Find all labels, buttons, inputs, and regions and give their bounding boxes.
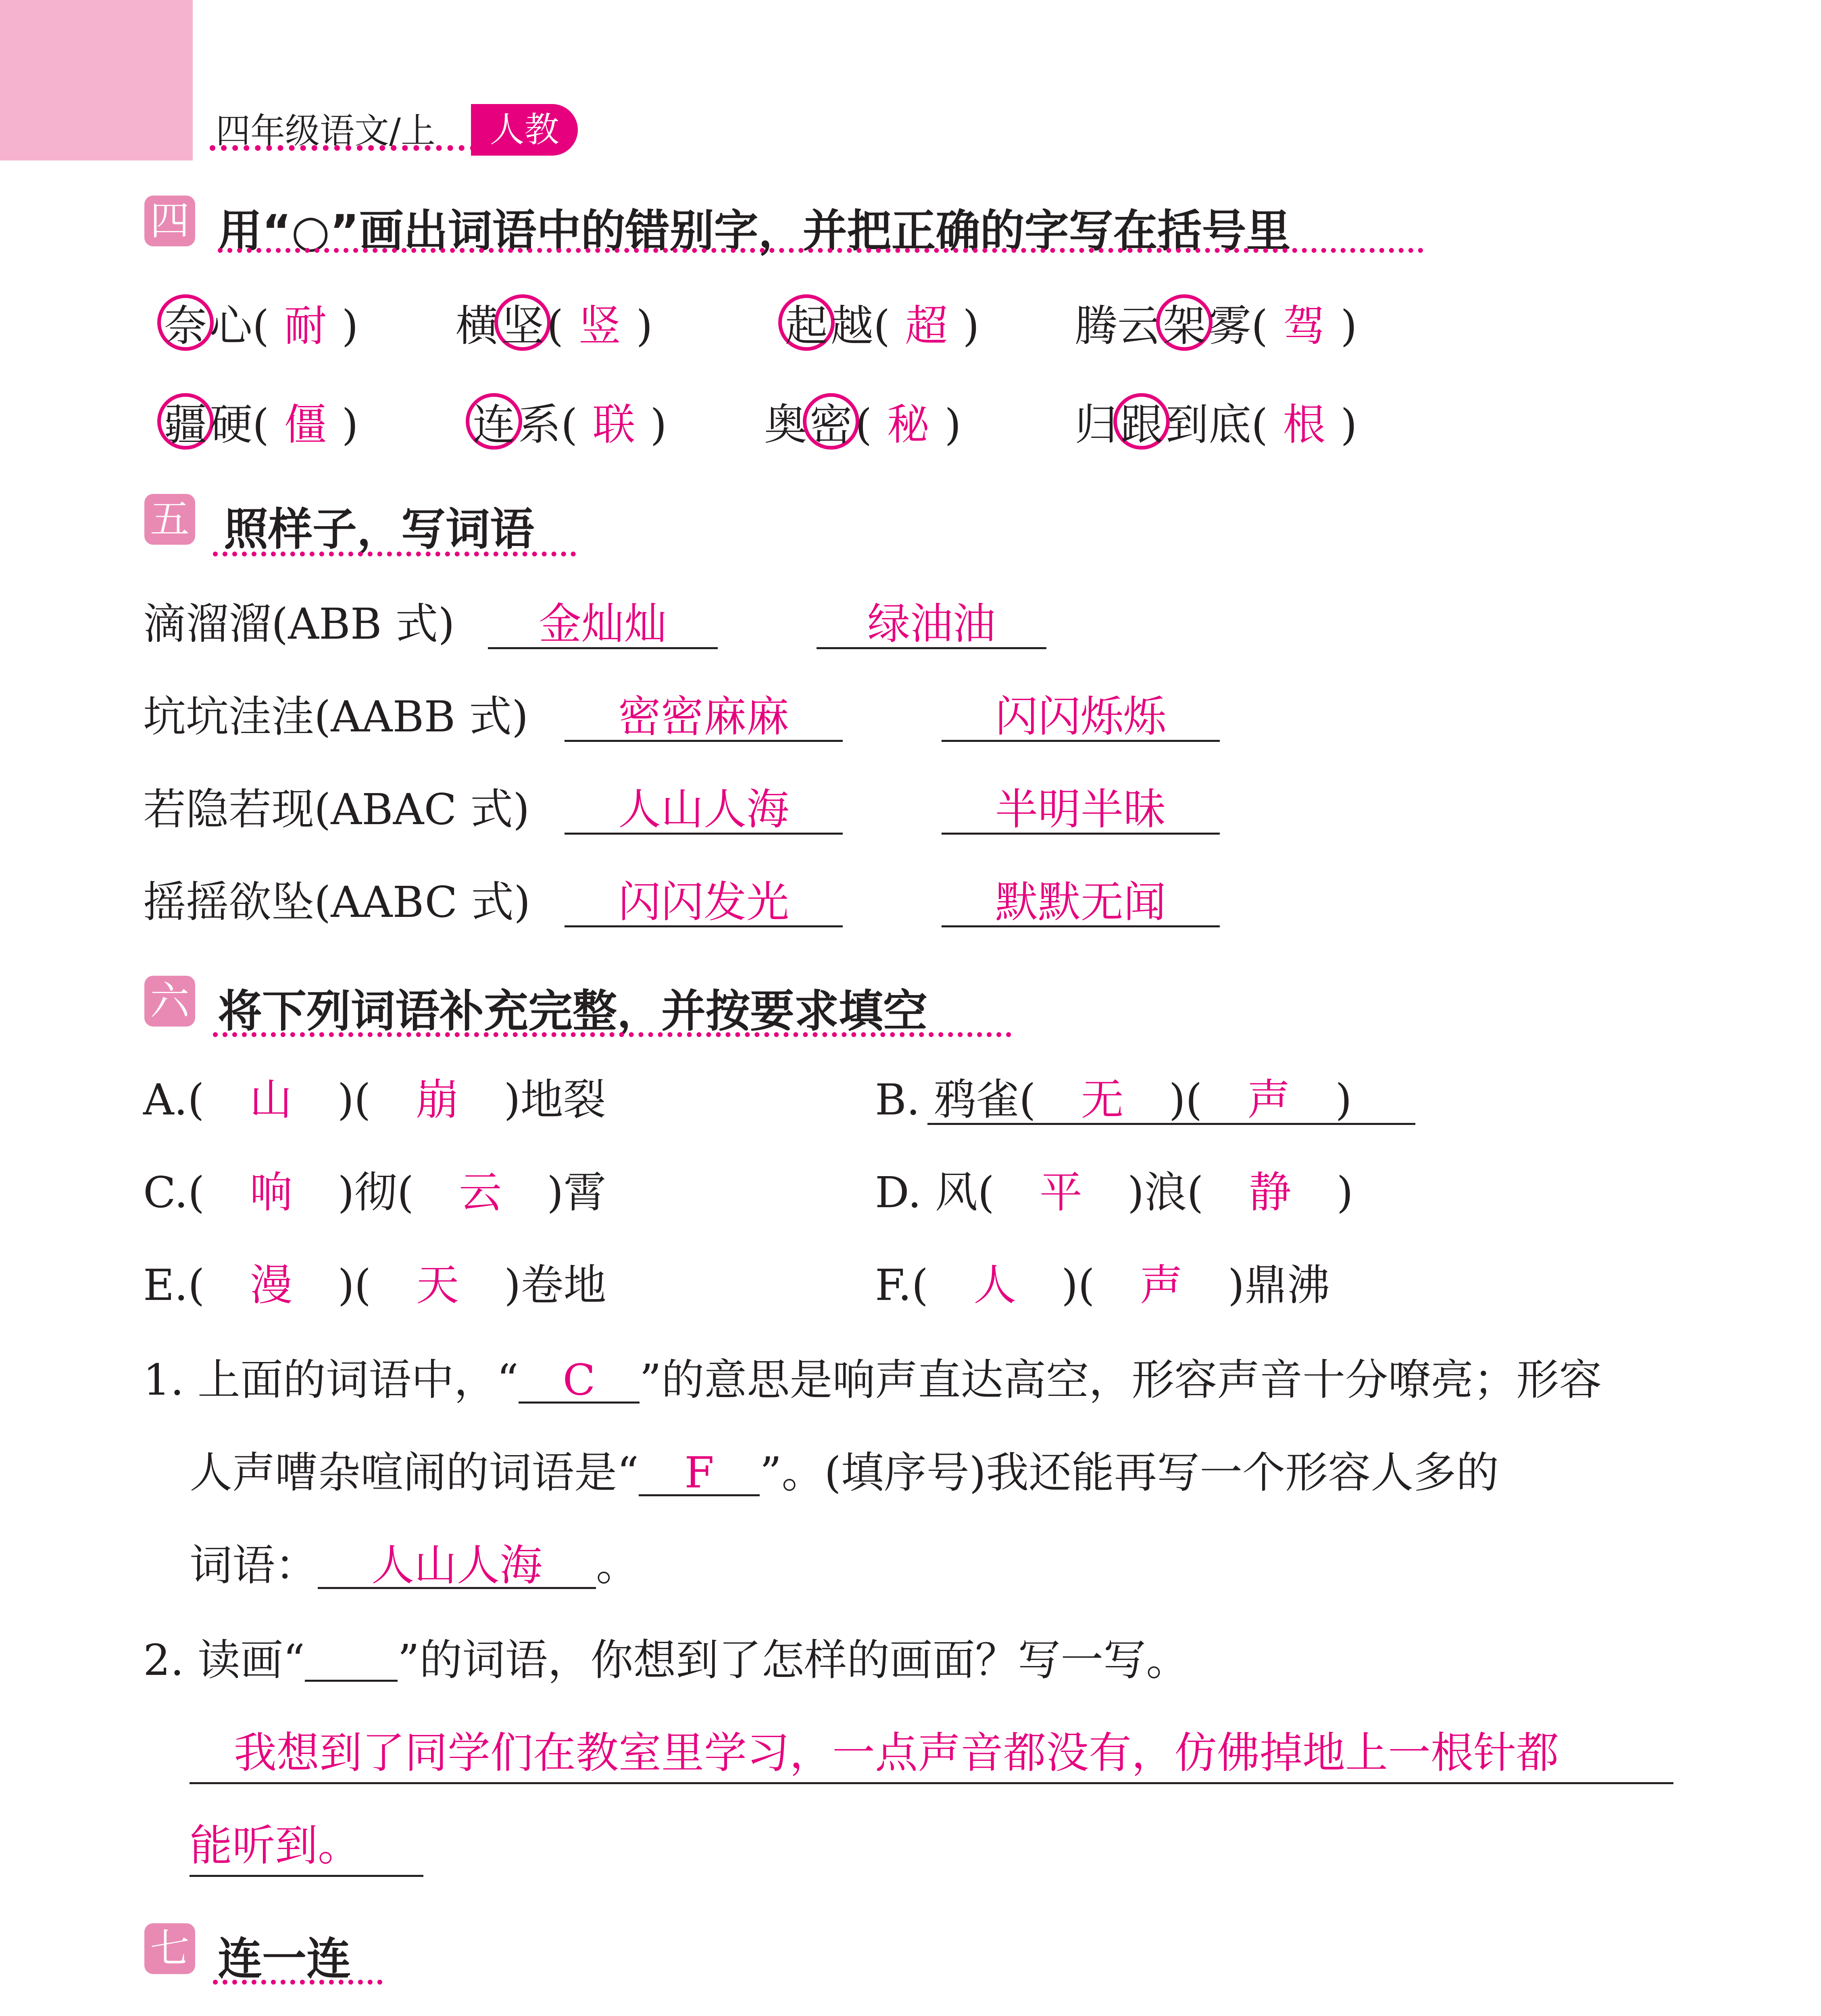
wrong-char-circle: 跟 (1113, 393, 1170, 450)
q2-answer-line2: 能听到。 (190, 1821, 360, 1870)
wrong-char-circle: 坚 (494, 294, 551, 351)
sec5-label-4: 摇摇欲坠(AABC 式) (143, 877, 531, 927)
section-7-title: 连一连 (218, 1933, 351, 1985)
wrong-char-circle: 疆 (157, 393, 214, 450)
sec5-answer-4b: 默默无闻 (995, 877, 1166, 927)
section-5-number: 五 (144, 494, 195, 545)
sec5-answer-4a: 闪闪发光 (618, 877, 789, 927)
section-6-title: 将下列词语补充完整，并按要求填空 (218, 985, 927, 1037)
grade-label: 四年级语文/上 (216, 111, 435, 151)
sec5-answer-1a: 金灿灿 (539, 599, 667, 649)
q1-line2: 人声嘈杂喧闹的词语是“ F ”。(填序号)我还能再写一个形容人多的 (190, 1448, 1499, 1497)
item-4-2: 横坚( 竖 ) (456, 294, 653, 351)
section-6-number: 六 (144, 976, 195, 1027)
sec5-answer-3a: 人山人海 (618, 785, 789, 834)
wrong-char-circle: 奈 (157, 294, 214, 351)
idiom-F: F.( 人 )( 声 )鼎沸 (875, 1260, 1330, 1310)
item-4-1: 奈心( 耐 ) (161, 294, 358, 351)
sec5-answer-3b: 半明半昧 (995, 785, 1166, 834)
item-4-7: 奥密( 秘 ) (764, 393, 961, 450)
sec5-answer-2a: 密密麻麻 (618, 692, 789, 741)
edition-badge: 人教 (471, 104, 578, 156)
idiom-D: D. 风( 平 )浪( 静 ) (875, 1168, 1354, 1217)
idiom-B: B. 鸦雀( 无 )( 声 ) (875, 1075, 1352, 1125)
q2-prompt: 2. 读画“ ”的词语，你想到了怎样的画面？写一写。 (143, 1635, 1189, 1685)
item-4-8: 归跟到底( 根 ) (1075, 393, 1357, 450)
item-4-4: 腾云架雾( 驾 ) (1075, 294, 1357, 351)
section-7-number: 七 (144, 1923, 195, 1974)
q2-answer-line1: 我想到了同学们在教室里学习，一点声音都没有，仿佛掉地上一根针都 (234, 1728, 1559, 1778)
item-4-5: 疆硬( 僵 ) (161, 393, 358, 450)
section-4-title: 用“○”画出词语中的错别字，并把正确的字写在括号里 (218, 205, 1291, 257)
wrong-char-circle: 架 (1156, 294, 1213, 351)
section-4-number: 四 (144, 196, 195, 246)
wrong-char-circle: 连 (466, 393, 522, 450)
wrong-char-circle: 起 (778, 294, 835, 351)
item-4-6: 连系( 联 ) (470, 393, 667, 450)
sec5-answer-2b: 闪闪烁烁 (995, 692, 1166, 741)
sec5-label-1: 滴溜溜(ABB 式) (143, 599, 455, 649)
sec5-label-3: 若隐若现(ABAC 式) (143, 785, 530, 834)
wrong-char-circle: 密 (803, 393, 859, 450)
idiom-C: C.( 响 )彻( 云 )霄 (143, 1168, 606, 1217)
sec5-label-2: 坑坑洼洼(AABB 式) (143, 692, 529, 741)
q1-line1: 1. 上面的词语中，“ C ”的意思是响声直达高空，形容声音十分嘹亮；形容 (143, 1355, 1602, 1405)
idiom-E: E.( 漫 )( 天 )卷地 (143, 1260, 606, 1310)
sec5-answer-1b: 绿油油 (867, 599, 996, 649)
item-4-3: 起越( 超 ) (782, 294, 979, 351)
section-5-title: 照样子，写词语 (224, 504, 534, 555)
q1-line3: 词语： 人山人海 。 (190, 1541, 639, 1590)
idiom-A: A.( 山 )( 崩 )地裂 (143, 1075, 606, 1125)
